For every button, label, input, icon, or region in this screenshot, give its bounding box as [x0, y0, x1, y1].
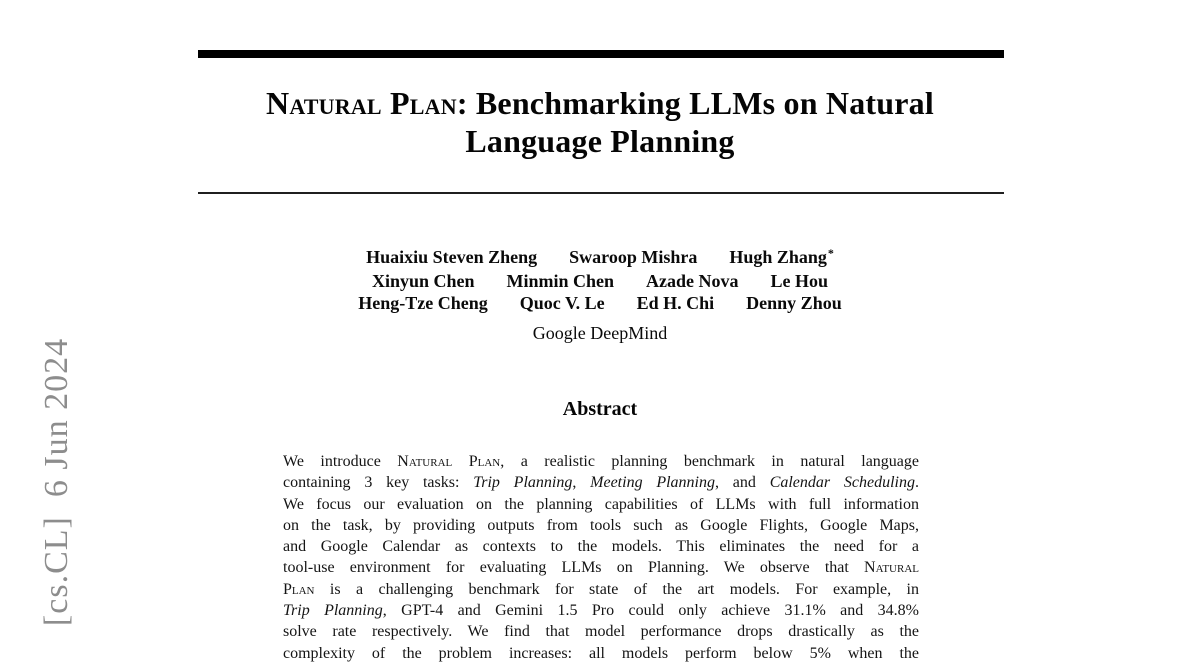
author-name: Azade Nova [646, 271, 739, 291]
author-block [100, 246, 1100, 314]
author-name: Denny Zhou [746, 293, 842, 313]
author-name: Xinyun Chen [371, 271, 475, 291]
abstract-line: containing 3 key tasks: Trip Planning, Meeting Planning, and Calendar Scheduling. [283, 474, 920, 492]
footnote-asterisk: * [827, 246, 834, 260]
abstract-body [283, 451, 919, 664]
paper-title-line-1: Natural Plan: Benchmarking LLMs on Natural [266, 85, 934, 121]
title-rule-bottom [198, 192, 1004, 194]
author-name [729, 246, 834, 270]
author-row [100, 246, 1100, 270]
author-row [100, 270, 1100, 292]
author-name-text: Hugh Zhang [729, 247, 827, 267]
abstract-line: on the task, by providing outputs from tools such as Google Flights, Google Maps, [283, 516, 919, 534]
author-name: Ed H. Chi [636, 293, 715, 313]
author-name: Heng-Tze Cheng [358, 293, 488, 313]
abstract-line: tool-use environment for evaluating LLMs on Planning. We observe that Natural [283, 559, 919, 577]
author-name: Minmin Chen [506, 271, 615, 291]
abstract-line: Trip Planning, GPT-4 and Gemini 1.5 Pro could only achieve 31.1% and 34.8% [283, 602, 919, 620]
author-name: Le Hou [770, 271, 829, 291]
author-name: Quoc V. Le [519, 293, 605, 313]
abstract-line: solve rate respectively. We find that model performance drops drastically as the [283, 623, 919, 641]
abstract-line: Plan is a challenging benchmark for state of the art models. For example, in [283, 580, 919, 598]
affiliation: Google DeepMind [532, 323, 668, 343]
abstract-line: and Google Calendar as contexts to the models. This eliminates the need for a [283, 538, 919, 556]
abstract-line: We focus our evaluation on the planning capabilities of LLMs with full information [283, 495, 919, 513]
title-rule-top [198, 50, 1004, 58]
abstract-line: complexity of the problem increases: all models perform below 5% when the [283, 644, 919, 662]
paper-title [100, 84, 1100, 160]
author-name: Swaroop Mishra [569, 247, 698, 267]
abstract-line: We introduce Natural Plan, a realistic planning benchmark in natural language [283, 453, 919, 470]
arxiv-watermark: [cs.CL] 6 Jun 2024 [38, 337, 75, 627]
paper-title-line-2: Language Planning [465, 123, 735, 159]
author-name: Huaixiu Steven Zheng [366, 247, 538, 267]
author-row [100, 292, 1100, 314]
abstract-heading: Abstract [562, 398, 638, 420]
